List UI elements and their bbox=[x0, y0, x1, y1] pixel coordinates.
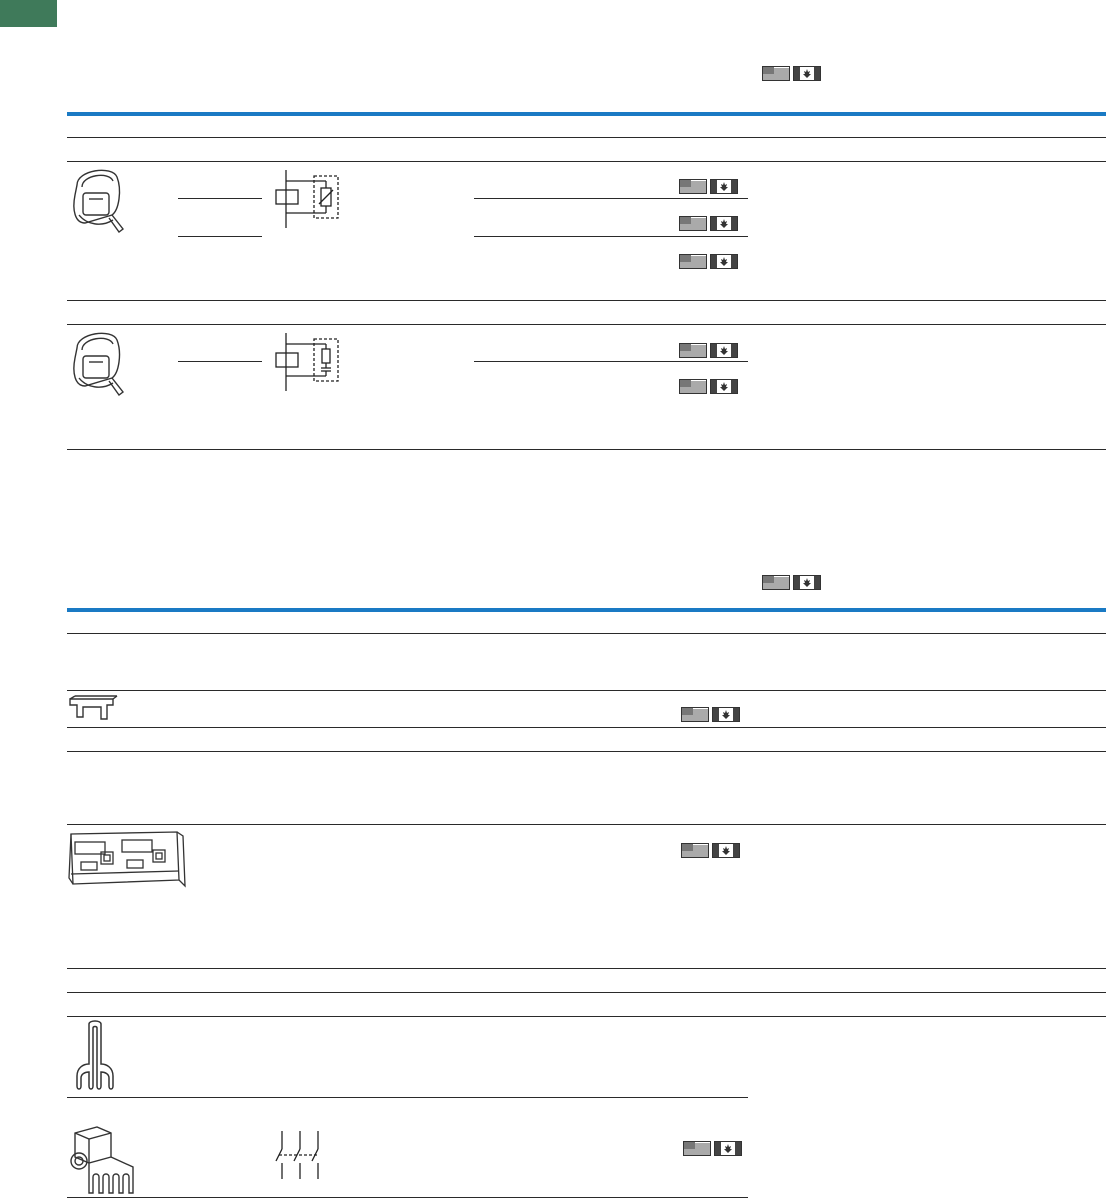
rc-suppressor-module-icon bbox=[67, 165, 132, 235]
us-flag-icon bbox=[679, 216, 707, 231]
row-cert-flags bbox=[679, 254, 738, 269]
row-cert-flags bbox=[679, 179, 738, 194]
us-flag-icon bbox=[762, 66, 790, 81]
canada-flag-icon bbox=[710, 216, 738, 231]
table-rule bbox=[67, 751, 1106, 752]
canada-flag-icon bbox=[712, 843, 740, 858]
canada-flag-icon bbox=[793, 575, 821, 590]
row-divider bbox=[178, 198, 262, 199]
table-rule bbox=[67, 161, 1106, 162]
three-pole-contact-symbol bbox=[270, 1127, 326, 1183]
table-rule bbox=[67, 633, 1106, 634]
us-flag-icon bbox=[679, 254, 707, 269]
canada-flag-icon bbox=[793, 66, 821, 81]
table-rule bbox=[67, 968, 1106, 969]
row-cert-flags bbox=[679, 216, 738, 231]
table-rule bbox=[67, 324, 1106, 325]
table-rule bbox=[67, 690, 1106, 691]
table-rule bbox=[67, 449, 1106, 450]
table-rule bbox=[67, 1097, 748, 1098]
canada-flag-icon bbox=[710, 379, 738, 394]
row-cert-flags bbox=[683, 1141, 742, 1156]
table-rule bbox=[67, 300, 1106, 301]
row-divider bbox=[178, 236, 262, 237]
row-divider bbox=[474, 361, 748, 362]
table-rule bbox=[67, 992, 1106, 993]
row-cert-flags bbox=[681, 707, 740, 722]
us-flag-icon bbox=[679, 343, 707, 358]
us-flag-icon bbox=[683, 1141, 711, 1156]
row-divider bbox=[178, 361, 262, 362]
canada-flag-icon bbox=[712, 707, 740, 722]
canada-flag-icon bbox=[710, 179, 738, 194]
us-flag-icon bbox=[679, 379, 707, 394]
clip-accessory-icon bbox=[67, 695, 119, 723]
row-cert-flags bbox=[681, 843, 740, 858]
row-divider bbox=[474, 236, 748, 237]
table-rule bbox=[67, 137, 1106, 138]
section-rule bbox=[67, 112, 1106, 116]
table-rule bbox=[67, 1197, 748, 1198]
us-flag-icon bbox=[762, 575, 790, 590]
coil-varistor-symbol bbox=[270, 168, 350, 230]
us-flag-icon bbox=[681, 707, 709, 722]
row-divider bbox=[474, 198, 748, 199]
canada-flag-icon bbox=[714, 1141, 742, 1156]
header-cert-flags bbox=[762, 66, 821, 81]
corner-tab bbox=[0, 0, 57, 27]
mounting-plate-icon bbox=[67, 828, 187, 890]
table-rule bbox=[67, 1016, 1106, 1017]
row-cert-flags bbox=[679, 379, 738, 394]
canada-flag-icon bbox=[710, 343, 738, 358]
rc-suppressor-module-icon bbox=[67, 328, 132, 398]
coil-rc-symbol bbox=[270, 331, 350, 393]
row-cert-flags bbox=[679, 343, 738, 358]
canada-flag-icon bbox=[710, 254, 738, 269]
table-rule bbox=[67, 824, 1106, 825]
table-rule bbox=[67, 727, 1106, 728]
header-cert-flags bbox=[762, 575, 821, 590]
section-rule bbox=[67, 608, 1106, 612]
us-flag-icon bbox=[681, 843, 709, 858]
fork-link-icon bbox=[67, 1020, 133, 1092]
terminal-block-icon bbox=[67, 1123, 149, 1195]
us-flag-icon bbox=[679, 179, 707, 194]
